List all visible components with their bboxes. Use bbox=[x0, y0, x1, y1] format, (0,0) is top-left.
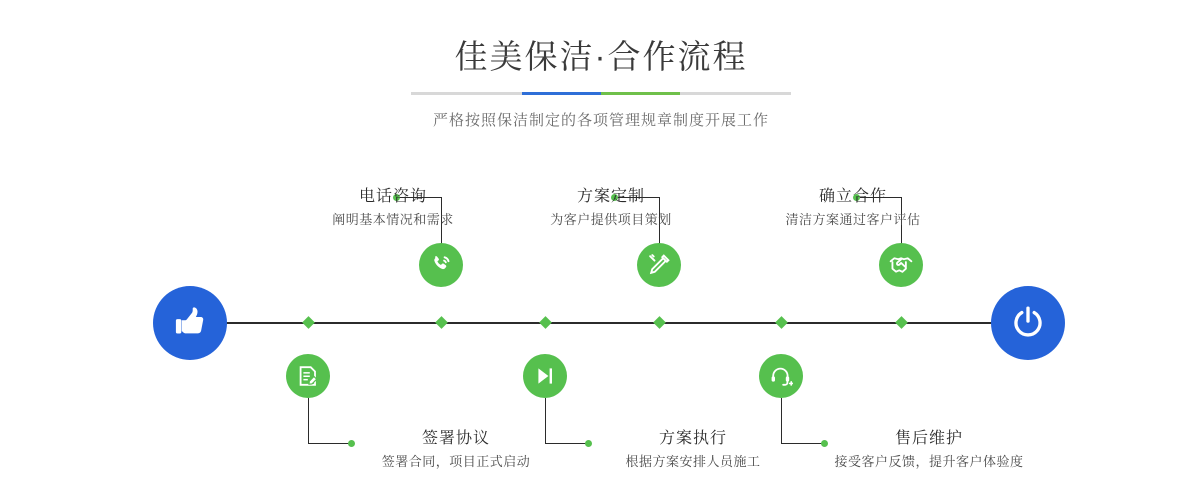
step-label-5 bbox=[714, 186, 992, 230]
step-title-4: 方案执行 bbox=[658, 430, 727, 447]
step-desc-1: 阐明基本情况和需求 bbox=[332, 212, 454, 227]
page-subtitle: 严格按照保洁制定的各项管理规章制度开展工作 bbox=[432, 112, 769, 129]
end-node bbox=[991, 286, 1065, 360]
pencil-ruler-icon bbox=[647, 253, 671, 277]
axis-marker-2 bbox=[435, 316, 448, 329]
step-desc-5: 清洁方案通过客户评估 bbox=[785, 212, 921, 227]
start-node bbox=[153, 286, 227, 360]
axis-marker-4 bbox=[653, 316, 666, 329]
step-title-1: 电话咨询 bbox=[358, 188, 427, 205]
phone-ring-icon bbox=[429, 253, 453, 277]
axis-marker-1 bbox=[302, 316, 315, 329]
power-icon bbox=[1009, 304, 1047, 342]
handshake-icon bbox=[888, 252, 914, 278]
step-desc-6: 接受客户反馈，提升客户体验度 bbox=[834, 454, 1024, 469]
step-node-1[interactable] bbox=[419, 243, 463, 287]
axis-marker-6 bbox=[895, 316, 908, 329]
contract-edit-icon bbox=[296, 364, 320, 388]
step-node-6[interactable] bbox=[759, 354, 803, 398]
page-title: 佳美保洁·合作流程 bbox=[454, 38, 748, 75]
step-desc-3: 为客户提供项目策划 bbox=[550, 212, 672, 227]
step-title-3: 方案定制 bbox=[576, 188, 645, 205]
play-forward-icon bbox=[533, 364, 557, 388]
step-desc-4: 根据方案安排人员施工 bbox=[625, 454, 761, 469]
axis-marker-3 bbox=[539, 316, 552, 329]
connector-line-step-2 bbox=[308, 398, 309, 444]
axis-marker-5 bbox=[775, 316, 788, 329]
thumbs-up-icon bbox=[172, 305, 208, 341]
step-title-6: 售后维护 bbox=[894, 430, 963, 447]
step-node-3[interactable] bbox=[637, 243, 681, 287]
step-node-4[interactable] bbox=[523, 354, 567, 398]
step-title-5: 确立合作 bbox=[818, 188, 887, 205]
step-node-5[interactable] bbox=[879, 243, 923, 287]
step-title-2: 签署协议 bbox=[421, 430, 490, 447]
step-desc-2: 签署合同，项目正式启动 bbox=[381, 454, 531, 469]
headset-support-icon bbox=[769, 364, 793, 388]
step-label-3 bbox=[472, 186, 750, 230]
step-label-6 bbox=[789, 428, 1069, 472]
step-node-2[interactable] bbox=[286, 354, 330, 398]
